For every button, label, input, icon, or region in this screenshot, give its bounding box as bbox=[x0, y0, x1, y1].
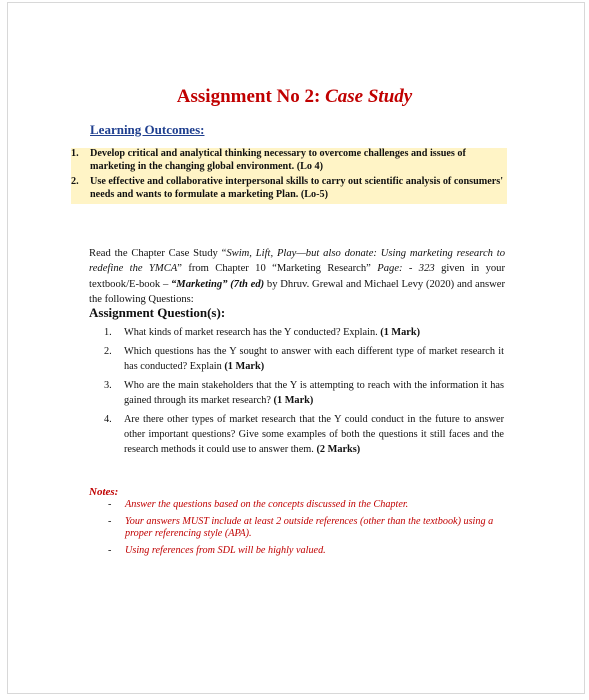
question-marks: (1 Mark) bbox=[224, 361, 265, 372]
note-text: Answer the questions based on the concepts discussed in the Chapter. bbox=[125, 499, 409, 510]
question-marks: (1 Mark) bbox=[273, 395, 314, 406]
assignment-title bbox=[0, 86, 589, 108]
outcome-number: 1. bbox=[71, 148, 79, 159]
assignment-questions-list bbox=[104, 325, 504, 461]
question-number: 2. bbox=[104, 346, 112, 357]
case-study-title: Swim, Lift, Play—but also donate: Using marketing research to redefine the YMCA bbox=[89, 247, 505, 275]
intro-text-4: by Dhruv. Grewal and Michael Levy (2020) and answer the following Questions: bbox=[89, 278, 505, 306]
note-bullet: - bbox=[108, 499, 112, 510]
learning-outcome-item bbox=[71, 148, 507, 173]
textbook-title: “Marketing” (7th ed) bbox=[171, 278, 265, 290]
question-item bbox=[104, 378, 504, 408]
outcome-text: Develop critical and analytical thinking necessary to overcome challenges and issues of marketing in the changing global environment. (Lo 4) bbox=[90, 148, 466, 172]
note-item bbox=[108, 499, 510, 512]
question-item bbox=[104, 325, 504, 340]
note-item bbox=[108, 545, 510, 558]
learning-outcomes-list bbox=[71, 148, 507, 204]
question-item bbox=[104, 412, 504, 457]
notes-list bbox=[108, 499, 510, 561]
question-text: Who are the main stakeholders that the Y is attempting to reach with the information it has gained through its market research? bbox=[124, 380, 504, 406]
outcome-number: 2. bbox=[71, 176, 79, 187]
note-text: Using references from SDL will be highly valued. bbox=[125, 544, 326, 556]
outcome-text: Use effective and collaborative interpersonal skills to carry out scientific analysis of consumers' needs and wants to formulate a marketing Plan. (Lo-5) bbox=[90, 176, 504, 200]
notes-heading: Notes: bbox=[89, 486, 119, 498]
question-item bbox=[104, 344, 504, 374]
intro-text-3: given in your textbook/E-book – bbox=[89, 263, 506, 290]
question-text: What kinds of market research has the Y conducted? Explain. bbox=[124, 327, 378, 338]
page-reference: Page: - 323 bbox=[377, 263, 435, 275]
learning-outcomes-heading: Learning Outcomes: bbox=[90, 122, 205, 137]
note-item bbox=[108, 516, 510, 541]
title-case-study: Case Study bbox=[325, 86, 413, 107]
intro-text-2: ” from Chapter 10 “Marketing Research” bbox=[177, 263, 378, 275]
note-bullet: - bbox=[108, 544, 112, 556]
intro-text-1: Read the Chapter Case Study “ bbox=[89, 247, 227, 259]
question-marks: (2 Marks) bbox=[316, 444, 361, 455]
note-bullet: - bbox=[108, 515, 112, 527]
question-text: Which questions has the Y sought to answer with each different type of market research it has conducted? Explain bbox=[124, 346, 504, 372]
question-number: 1. bbox=[104, 327, 112, 338]
case-study-instructions bbox=[89, 246, 505, 308]
assignment-questions-heading: Assignment Question(s): bbox=[89, 305, 226, 320]
title-prefix: Assignment No 2: bbox=[176, 86, 326, 107]
learning-outcome-item bbox=[71, 176, 507, 201]
question-number: 4. bbox=[104, 414, 112, 425]
note-text: Your answers MUST include at least 2 outside references (other than the textbook) using a proper referencing style (APA). bbox=[125, 515, 494, 539]
question-text: Are there other types of market research that the Y could conduct in the future to answer other important questions? Give some examples of both the questions it still faces and the research methods it could use to answer them. bbox=[124, 414, 504, 455]
question-number: 3. bbox=[104, 380, 112, 391]
question-marks: (1 Mark) bbox=[380, 327, 421, 338]
